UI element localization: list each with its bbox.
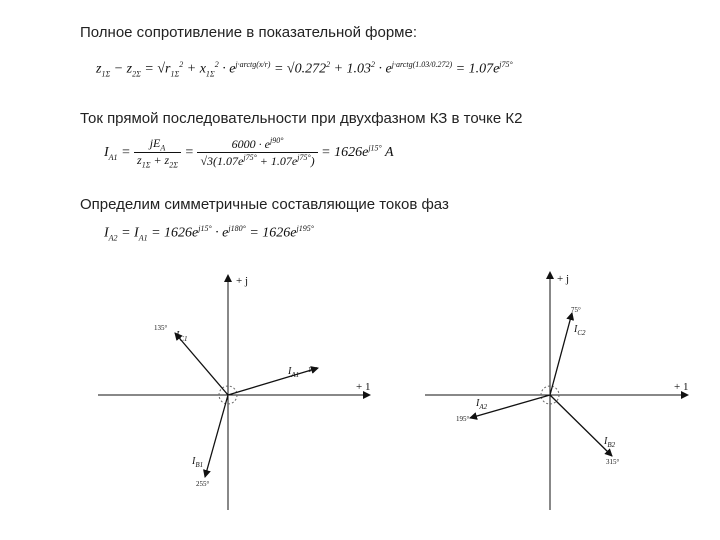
vector-ia2-label: $I_{A2}$	[476, 398, 488, 411]
vector-ib2	[550, 395, 612, 456]
vector-ic1-label: $I_{C1}$	[176, 330, 188, 343]
vector-ib2-angle: 315°	[606, 458, 620, 466]
fraction-emf-over-impedance: $\frac{jE_A}{z_{1\Sigma} + z_{2\Sigma}}$	[134, 136, 181, 170]
right-real-axis-label: + 1	[674, 381, 689, 393]
vector-ic2-label: $I_{C2}$	[574, 324, 586, 337]
vector-ia2-angle: 195°	[456, 415, 470, 423]
vector-ib1-angle: 255°	[196, 480, 210, 488]
vector-ib1-label: $I_{B1}$	[192, 456, 204, 469]
right-diagram	[425, 272, 688, 510]
right-imag-axis-label: + j	[557, 273, 570, 285]
vector-ic1-angle: 135°	[154, 324, 168, 332]
vector-ib1	[205, 395, 228, 477]
impedance-formula: $z_{1\Sigma} - z_{2\Sigma} = √r_{1\Sigma}^2 + x_{1\Sigma}^2 \cdot e^{j\cdot arctg(x/r)} = √0.272^2 + 1.03^2 \cdot e^{j\cdot arctg(1.03/0.272)} = 1.07e^{j75^\circ}$	[96, 60, 513, 79]
left-real-axis-label: + 1	[356, 381, 371, 393]
vector-ia1-angle: 15°	[308, 366, 318, 374]
section1-heading: Полное сопротивление в показательной форме:	[80, 24, 418, 41]
section3-heading: Определим симметричные составляющие токов фаз	[80, 196, 449, 213]
vector-ia1	[228, 368, 318, 395]
vector-ib2-label: $I_{B2}$	[604, 436, 616, 449]
left-diagram	[98, 275, 370, 510]
positive-sequence-current-formula: $I_{A1}$ = $\frac{jE_A}{z_{1\Sigma} + z_{2\Sigma}}$ = $\frac{6000 \cdot e^{j90^\circ}}{√3(1.07e^{j75^\circ} + 1.07e^{j75^\circ})}$ = $1626e^{j15^\circ}$ A	[104, 136, 394, 170]
section2-heading: Ток прямой последовательности при двухфазном КЗ в точке К2	[80, 110, 523, 127]
left-imag-axis-label: + j	[236, 275, 249, 287]
vector-ic2-angle: 75°	[571, 306, 581, 314]
fraction-numeric: $\frac{6000 \cdot e^{j90^\circ}}{√3(1.07e^{j75^\circ} + 1.07e^{j75^\circ})}$	[197, 136, 317, 169]
negative-sequence-current-formula: $I_{A2} = I_{A1} = 1626e^{j15^\circ} \cdot e^{j180^\circ} = 1626e^{j195^\circ}$	[104, 224, 314, 243]
vector-ia1-label: $I_{A1}$	[288, 366, 300, 379]
vector-ic2	[550, 313, 572, 395]
